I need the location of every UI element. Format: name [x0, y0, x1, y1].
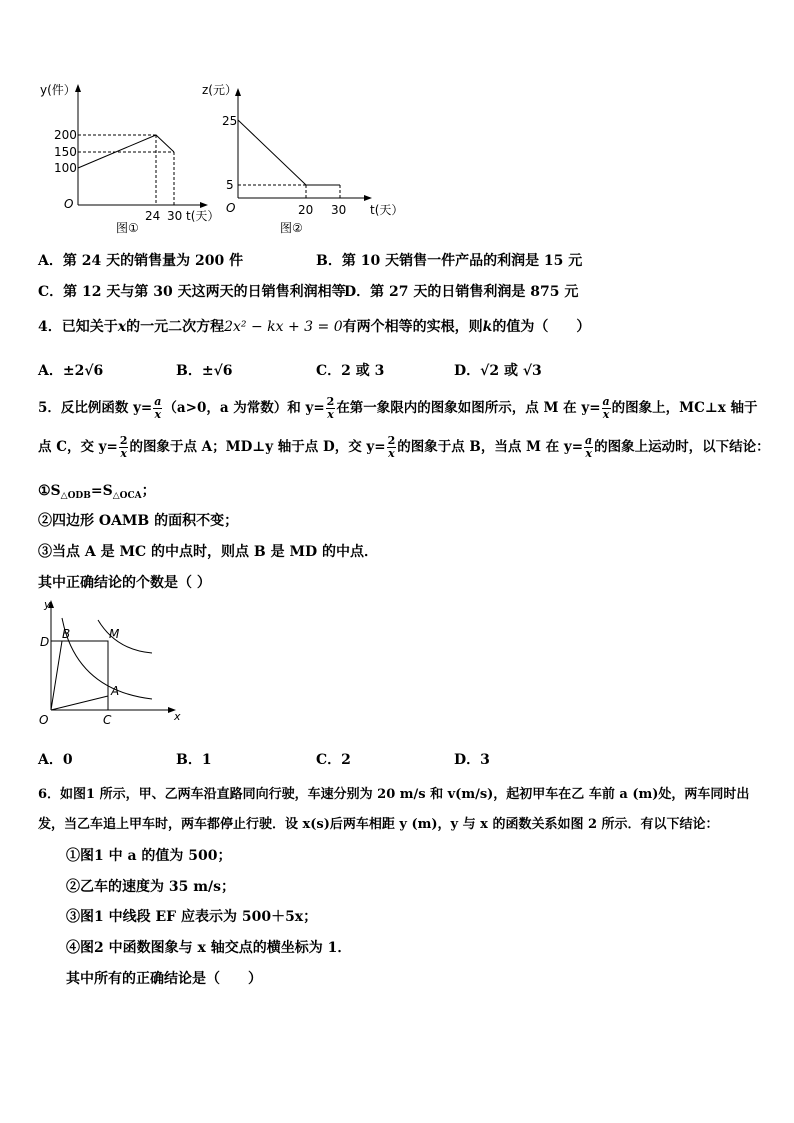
svg-text:M: M — [109, 627, 120, 641]
fig1-xlabel: t(天） — [186, 209, 220, 223]
q5-stem-line1: 5．反比例函数 y= $\frac{a}{x}$ （a>0，a 为常数）和 y= $\frac{2}{x}$ 在第一象限内的图象如图所示，点 M 在 y= $\frac{a}{x}$ 的图象上，MC⊥x 轴于 — [38, 395, 758, 421]
q5-graph — [36, 598, 186, 728]
q4-option-b[interactable]: B．±√6 — [176, 363, 233, 379]
fig2-caption: 图② — [280, 221, 303, 235]
svg-text:x: x — [174, 710, 181, 723]
q4-option-c[interactable]: C．2 或 3 — [316, 363, 385, 379]
q4-stem: 4．已知关于x的一元二次方程2x² − kx + 3 = 0有两个相等的实根，则k的值为（ ） — [38, 319, 591, 335]
svg-text:200: 200 — [54, 128, 77, 142]
svg-text:25: 25 — [222, 114, 238, 128]
svg-text:O: O — [39, 713, 49, 727]
figure-1-sales-graph — [36, 80, 226, 240]
q5-conclusion-1: $①S_{\triangle ODB}=S_{\triangle OCA}$； — [38, 483, 156, 501]
svg-text:30: 30 — [167, 209, 183, 223]
q5-conclusion-2: ②四边形 OAMB 的面积不变； — [38, 513, 239, 529]
q5-option-d[interactable]: D．3 — [454, 752, 490, 768]
svg-text:30: 30 — [331, 203, 347, 217]
q4-option-a[interactable]: A．±2√6 — [38, 363, 104, 379]
q5-option-c[interactable]: C．2 — [316, 752, 351, 768]
svg-text:C: C — [103, 713, 112, 727]
svg-text:B: B — [62, 627, 71, 641]
svg-text:100: 100 — [54, 161, 77, 175]
fig2-ylabel: z(元） — [202, 83, 237, 97]
q6-conclusion-4: ④图2 中函数图象与 x 轴交点的横坐标为 1． — [66, 940, 352, 956]
fig1-ylabel: y(件） — [40, 83, 76, 97]
q5-conclusion-3: ③当点 A 是 MC 的中点时，则点 B 是 MD 的中点． — [38, 544, 378, 560]
q6-question: 其中所有的正确结论是（ ） — [66, 971, 262, 987]
q5-stem-line2: 点 C，交 y= $\frac{2}{x}$ 的图象于点 A；MD⊥y 轴于点 D，交 y= $\frac{2}{x}$ 的图象于点 B，当点 M 在 y= $\frac{a}{x}$ 的图象上运动时，以下结论： — [38, 434, 770, 460]
q5-question: 其中正确结论的个数是（ ） — [38, 575, 211, 591]
q6-conclusion-3: ③图1 中线段 EF 应表示为 500＋5x； — [66, 909, 318, 925]
q3-option-a[interactable]: A．第 24 天的销售量为 200 件 — [38, 253, 244, 269]
svg-text:20: 20 — [298, 203, 314, 217]
q5-option-b[interactable]: B．1 — [176, 752, 212, 768]
q3-option-b[interactable]: B．第 10 天销售一件产品的利润是 15 元 — [316, 253, 583, 269]
svg-text:24: 24 — [145, 209, 161, 223]
q6-conclusion-1: ①图1 中 a 的值为 500； — [66, 848, 232, 864]
svg-text:5: 5 — [226, 178, 234, 192]
svg-text:150: 150 — [54, 145, 77, 159]
svg-text:O: O — [226, 201, 236, 215]
figure-2-profit-graph — [200, 80, 410, 240]
q6-stem-line2: 发，当乙车追上甲车时，两车都停止行驶．设 x(s)后两车相距 y (m)，y 与 x 的函数关系如图 2 所示．有以下结论： — [38, 817, 719, 832]
q5-option-a[interactable]: A．0 — [38, 752, 73, 768]
q3-option-c[interactable]: C．第 12 天与第 30 天这两天的日销售利润相等 — [38, 284, 346, 300]
q6-stem-line1: 6．如图1 所示，甲、乙两车沿直路同向行驶，车速分别为 20 m/s 和 v(m/s)，起初甲车在乙 车前 a (m)处，两车同时出 — [38, 787, 750, 802]
fig2-xlabel: t(天） — [370, 203, 404, 217]
q3-option-d[interactable]: D．第 27 天的日销售利润是 875 元 — [344, 284, 579, 300]
svg-text:y: y — [44, 598, 51, 611]
fig1-caption: 图① — [116, 221, 139, 235]
svg-text:D: D — [40, 635, 50, 649]
svg-text:O: O — [64, 197, 74, 211]
q6-conclusion-2: ②乙车的速度为 35 m/s； — [66, 879, 236, 895]
q4-option-d[interactable]: D．√2 或 √3 — [454, 363, 542, 379]
svg-text:A: A — [111, 684, 120, 698]
